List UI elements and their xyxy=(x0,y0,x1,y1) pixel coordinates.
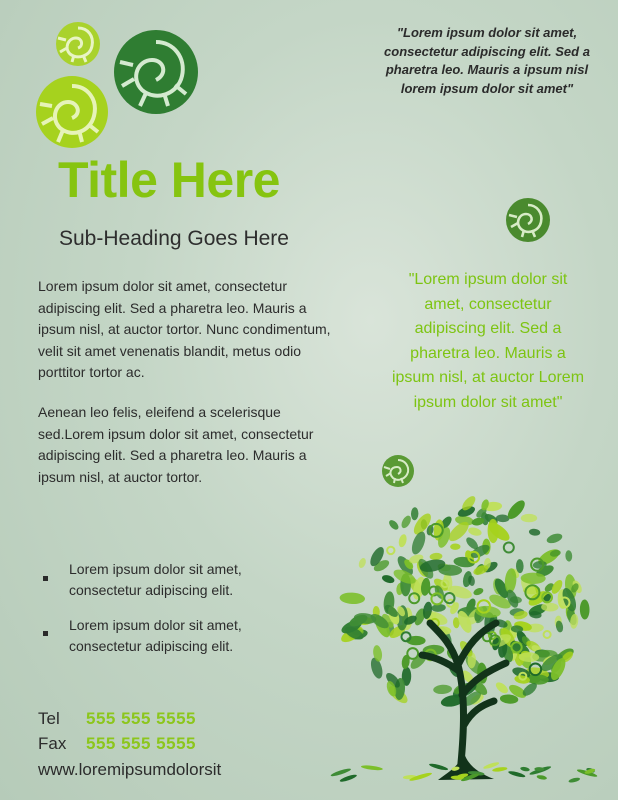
ground-leaf xyxy=(568,777,580,784)
bullet-item-2: Lorem ipsum dolor sit amet, consectetur adipiscing elit. xyxy=(69,617,242,654)
bullet-marker xyxy=(43,631,48,636)
tel-label: Tel xyxy=(38,709,60,728)
fax-label: Fax xyxy=(38,734,67,753)
bullet-item-1: Lorem ipsum dolor sit amet, consectetur adipiscing elit. xyxy=(69,561,242,598)
tree-curl xyxy=(387,547,394,554)
tree-leaf xyxy=(400,514,413,530)
tree-leaf xyxy=(339,592,365,605)
ground-leaf xyxy=(330,767,351,777)
tree-curl xyxy=(504,543,514,553)
sub-heading: Sub-Heading Goes Here xyxy=(59,227,289,250)
swirl-icon xyxy=(380,453,416,489)
tree-leaf xyxy=(565,550,572,562)
tree-leaf xyxy=(545,532,563,545)
swirl-icon xyxy=(503,195,553,245)
tree-leaf xyxy=(450,543,461,550)
tree-illustration xyxy=(318,495,618,795)
tree-leaf xyxy=(467,526,482,537)
body-paragraph-2: Aenean leo felis, eleifend a scelerisque sed.Lorem ipsum dolor sit amet, consectetur adipiscing elit. Sed a pharetra leo. Mauris a ipsum nisl, at auctor tortor. xyxy=(38,404,314,485)
page-title: Title Here xyxy=(58,152,280,208)
tree-leaf xyxy=(411,507,419,520)
tree-leaf xyxy=(409,530,428,556)
tree-curl xyxy=(402,632,411,641)
top-quote: "Lorem ipsum dolor sit amet, consectetur adipiscing elit. Sed a pharetra leo. Mauris a ipsum nisl lorem ipsum dolor sit amet" xyxy=(384,25,590,96)
tree-curl xyxy=(444,593,454,603)
ground-leaf xyxy=(339,773,357,783)
body-paragraph-1: Lorem ipsum dolor sit amet, consectetur adipiscing elit. Sed a pharetra leo. Mauris a ipsum nisl, at auctor tortor. Nunc condimentum, velit sit amet venenatis blandit, metus odio porttitor tortor ac. xyxy=(38,278,331,380)
ground-leaf xyxy=(361,764,383,771)
tree-leaf xyxy=(398,533,408,548)
tree-leaf xyxy=(496,514,510,522)
swirl-icon xyxy=(36,76,108,148)
tree-leaf xyxy=(521,514,537,522)
tree-leaf xyxy=(429,552,442,560)
fax-number: 555 555 5555 xyxy=(86,734,196,753)
tree-curl xyxy=(407,648,418,659)
ground-leaf xyxy=(492,766,508,772)
website-link[interactable]: www.loremipsumdolorsit xyxy=(38,760,222,779)
swirl-cluster xyxy=(34,20,204,160)
swirl-icon xyxy=(114,30,198,114)
tree-leaf xyxy=(433,684,452,694)
ground-leaf xyxy=(508,770,526,778)
tree-leaf xyxy=(381,574,395,585)
bullet-marker xyxy=(43,576,48,581)
ground-leaf xyxy=(520,766,530,772)
tree-leaf xyxy=(357,557,367,569)
swirl-icon xyxy=(56,22,100,66)
pull-quote: "Lorem ipsum dolor sit amet, consectetur adipiscing elit. Sed a pharetra leo. Mauris a ipsum nisl, at auctor Lorem ipsum dolor sit amet" xyxy=(391,271,585,411)
tree-leaf xyxy=(494,680,510,695)
tree-leaf xyxy=(580,599,590,619)
ground-leaf xyxy=(536,774,547,780)
tree-curl xyxy=(544,631,551,638)
tel-number: 555 555 5555 xyxy=(86,709,196,728)
tree-leaf xyxy=(387,518,400,531)
ground-leaf xyxy=(429,762,449,771)
tree-leaf xyxy=(472,587,484,597)
tree-leaf xyxy=(529,528,541,536)
